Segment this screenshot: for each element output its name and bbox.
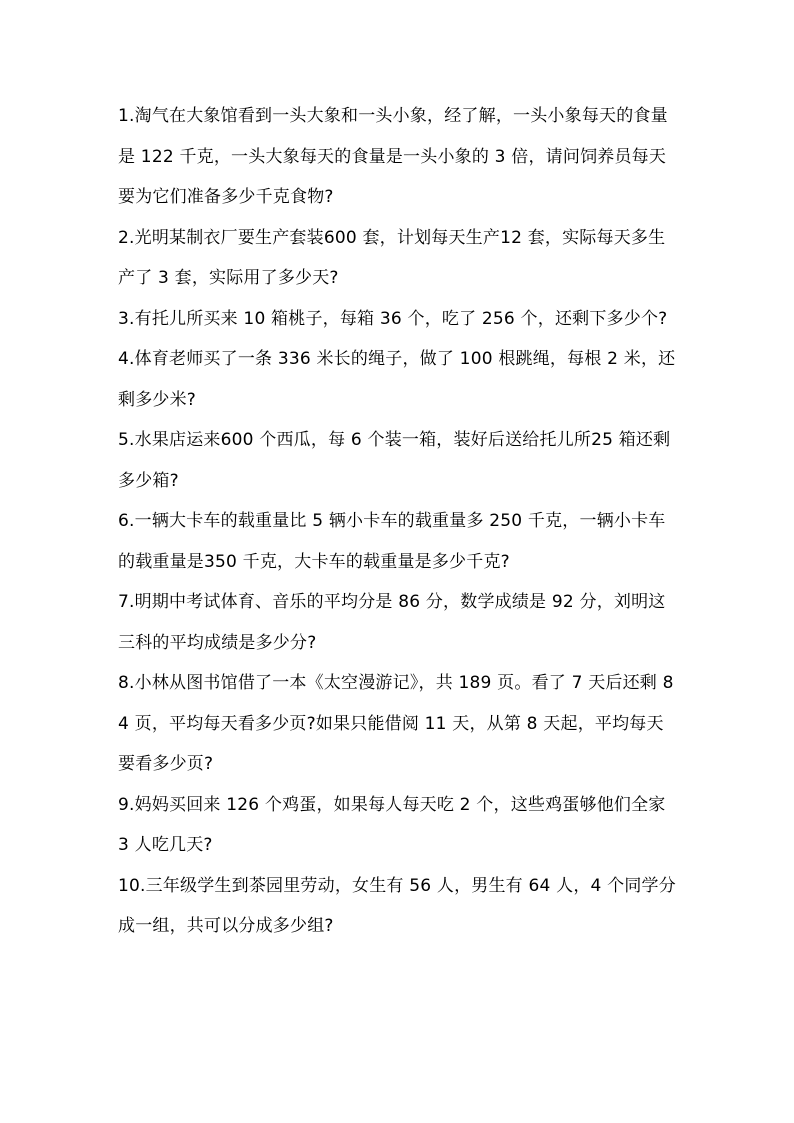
problem-4: 4.体育老师买了一条 336 米长的绳子，做了 100 根跳绳，每根 2 米，还剩多少米? (118, 349, 676, 410)
problem-2: 2.光明某制衣厂要生产套装600 套，计划每天生产12 套，实际每天多生产了 3 套，实际用了多少天? (118, 227, 666, 288)
problem-6: 6.一辆大卡车的载重量比 5 辆小卡车的载重量多 250 千克，一辆小卡车的载重量是350 千克，大卡车的载重量是多少千克? (118, 511, 666, 572)
problem-10: 10.三年级学生到茶园里劳动，女生有 56 人，男生有 64 人，4 个同学分成一组，共可以分成多少组? (118, 875, 676, 936)
problem-8: 8.小林从图书馆借了一本《太空漫游记》，共 189 页。看了 7 天后还剩 84 页，平均每天看多少页?如果只能借阅 11 天，从第 8 天起，平均每天要看多少页? (118, 673, 674, 774)
problem-1: 1.淘气在大象馆看到一头大象和一头小象，经了解，一头小象每天的食量是 122 千克，一头大象每天的食量是一头小象的 3 倍，请问饲养员每天要为它们准备多少千克食物? (118, 106, 668, 207)
problem-3: 3.有托儿所买来 10 箱桃子，每箱 36 个，吃了 256 个，还剩下多少个? (118, 308, 668, 329)
problem-7: 7.明期中考试体育、音乐的平均分是 86 分，数学成绩是 92 分，刘明这三科的平均成绩是多少分? (118, 592, 666, 653)
problem-9: 9.妈妈买回来 126 个鸡蛋，如果每人每天吃 2 个，这些鸡蛋够他们全家 3 人吃几天? (118, 794, 666, 855)
problem-list (118, 96, 678, 947)
problem-5: 5.水果店运来600 个西瓜，每 6 个装一箱，装好后送给托儿所25 箱还剩多少箱? (118, 430, 671, 491)
